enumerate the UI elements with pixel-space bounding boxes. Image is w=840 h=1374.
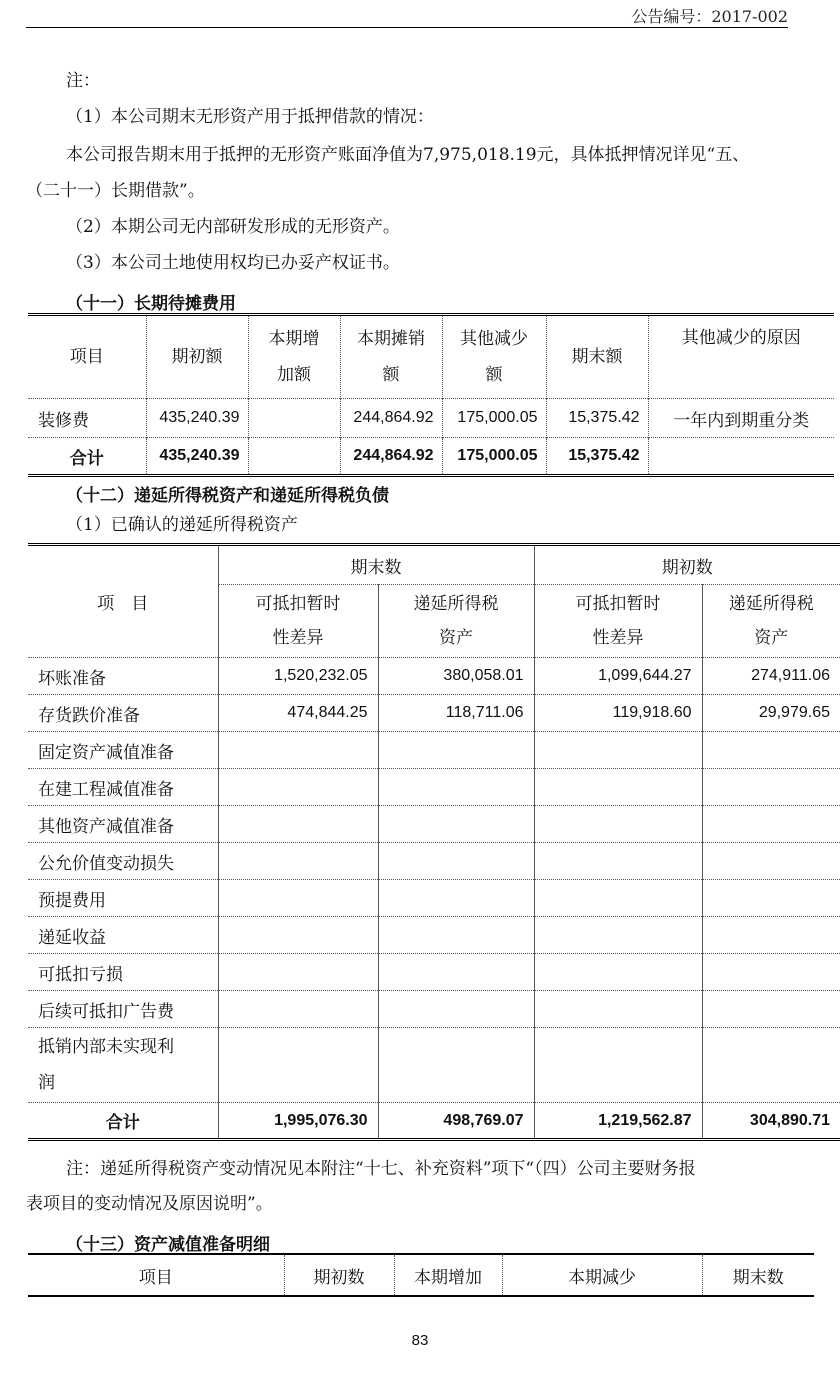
col-header-closing-temp-diff [218,585,378,658]
table-row [28,769,840,806]
total-opening: 435,240.39 [146,438,248,476]
col-header-increase: 本期增加 [394,1254,502,1296]
table-header-row [28,545,840,585]
row-opening-temp-diff [534,917,702,954]
row-closing-dta [378,880,534,917]
row-amortize: 244,864.92 [340,399,442,438]
row-closing-dta [378,917,534,954]
note-label: 注： [66,71,100,91]
total-closing-temp-diff: 1,995,076.30 [218,1103,378,1140]
col-header-opening-temp-diff [534,585,702,658]
total-other-decrease: 175,000.05 [442,438,546,476]
row-item: 公允价值变动损失 [38,853,174,874]
row-item: 预提费用 [38,890,106,911]
col-header-item: 项目 [69,347,104,367]
row-closing-temp-diff [218,917,378,954]
row-closing-temp-diff: 1,520,232.05 [218,658,378,695]
row-item-line2: 润 [38,1073,55,1093]
row-closing-temp-diff [218,769,378,806]
table-row [28,695,840,732]
row-closing-temp-diff [218,991,378,1028]
row-opening-temp-diff [534,732,702,769]
table-total-row [28,438,834,476]
row-closing-temp-diff [218,1028,378,1103]
row-opening-temp-diff [534,991,702,1028]
table-row [28,991,840,1028]
table-row [28,658,840,695]
opening-temp-diff-line1: 可抵扣暂时 [575,594,661,614]
row-opening: 435,240.39 [146,399,248,438]
row-item: 可抵扣亏损 [38,964,123,985]
row-closing-dta [378,991,534,1028]
table-row [28,880,840,917]
section-12-note-line2: 表项目的变动情况及原因说明”。 [26,1194,273,1214]
row-item: 递延收益 [38,927,106,948]
total-closing-dta: 498,769.07 [378,1103,534,1140]
col-header-item: 项 目 [97,594,149,614]
col-header-amortize-line2: 额 [382,365,400,385]
row-closing-dta: 118,711.06 [378,695,534,732]
table-row [28,917,840,954]
row-opening-dta [702,843,840,880]
row-item: 在建工程减值准备 [38,779,174,800]
opening-temp-diff-line2: 性差异 [592,628,644,648]
note-item-1-detail-line1: 本公司报告期末用于抵押的无形资产账面净值为7,975,018.19元，具体抵押情况详见“五、 [66,145,750,165]
table-total-row [28,1103,840,1140]
row-reason: 一年内到期重分类 [648,399,834,438]
total-opening-temp-diff: 1,219,562.87 [534,1103,702,1140]
col-header-closing-dta [378,585,534,658]
row-opening-dta [702,991,840,1028]
note-item-3: （3）本公司土地使用权均已办妥产权证书。 [66,253,400,273]
long-term-prepaid-expenses-table [28,313,834,477]
col-group-opening: 期初数 [534,545,840,585]
header-rule [26,27,788,28]
row-opening-dta: 274,911.06 [702,658,840,695]
note-item-1: （1）本公司期末无形资产用于抵押借款的情况： [66,107,434,127]
row-other-decrease: 175,000.05 [442,399,546,438]
row-closing-temp-diff [218,806,378,843]
deferred-tax-assets-table [28,543,840,1141]
total-increase [248,438,340,476]
row-opening-temp-diff [534,880,702,917]
col-header-amortize-line1: 本期摊销 [357,329,425,349]
row-closing-dta [378,769,534,806]
row-opening-temp-diff [534,1028,702,1103]
row-opening-dta [702,769,840,806]
table-row [28,1028,840,1103]
row-opening-dta [702,880,840,917]
row-closing-dta [378,1028,534,1103]
row-closing-temp-diff [218,954,378,991]
table-header-row [28,315,834,399]
section-12-note-line1: 注：递延所得税资产变动情况见本附注“十七、补充资料”项下“（四）公司主要财务报 [66,1159,696,1179]
col-header-increase-line2: 加额 [277,365,311,385]
col-header-increase [248,315,340,399]
row-closing-temp-diff [218,732,378,769]
row-opening-dta [702,732,840,769]
col-group-closing: 期末数 [218,545,534,585]
section-11-title: （十一）长期待摊费用 [66,294,236,314]
section-13-title: （十三）资产减值准备明细 [66,1235,270,1255]
row-item: 后续可抵扣广告费 [38,1001,174,1022]
opening-dta-line2: 资产 [754,628,789,648]
section-12-subtitle: （1）已确认的递延所得税资产 [66,515,298,535]
row-increase [248,399,340,438]
note-item-1-detail-line2: （二十一）长期借款”。 [26,181,205,201]
closing-temp-diff-line2: 性差异 [272,628,324,648]
row-opening-temp-diff [534,843,702,880]
row-opening-temp-diff: 119,918.60 [534,695,702,732]
row-item [28,1028,218,1103]
closing-dta-line2: 资产 [439,628,473,648]
col-header-reason: 其他减少的原因 [648,315,834,399]
row-item: 固定资产减值准备 [38,742,174,763]
col-header-other-decrease [442,315,546,399]
col-header-closing: 期末数 [702,1254,814,1296]
row-closing-dta: 380,058.01 [378,658,534,695]
table-row [28,806,840,843]
table-row [28,954,840,991]
col-header-opening: 期初数 [284,1254,394,1296]
row-opening-temp-diff [534,806,702,843]
total-closing: 15,375.42 [546,438,648,476]
row-opening-dta [702,917,840,954]
col-header-other-line1: 其他减少 [460,329,528,349]
row-opening-dta [702,954,840,991]
row-item: 其他资产减值准备 [38,816,174,837]
note-item-2: （2）本期公司无内部研发形成的无形资产。 [66,217,400,237]
row-closing-temp-diff [218,843,378,880]
row-opening-dta: 29,979.65 [702,695,840,732]
row-closing-dta [378,954,534,991]
total-opening-dta: 304,890.71 [702,1103,840,1140]
total-label: 合计 [105,1113,140,1133]
total-label: 合计 [69,448,104,469]
col-header-opening-dta [702,585,840,658]
row-opening-dta [702,806,840,843]
row-item: 存货跌价准备 [38,705,140,726]
col-header-decrease: 本期减少 [502,1254,702,1296]
row-closing-temp-diff: 474,844.25 [218,695,378,732]
total-reason [648,438,834,476]
closing-dta-line1: 递延所得税 [413,594,499,614]
table-header-row [28,1254,814,1296]
col-header-increase-line1: 本期增 [268,329,320,349]
table-row [28,399,834,438]
impairment-provision-table [28,1253,814,1297]
col-header-closing: 期末额 [546,315,648,399]
col-header-item: 项目 [138,1267,173,1288]
announcement-number: 公告编号：2017-002 [631,7,788,26]
row-closing-temp-diff [218,880,378,917]
col-header-amortize [340,315,442,399]
row-item-line1: 抵销内部未实现利 [38,1037,174,1057]
row-item: 装修费 [38,410,89,431]
row-opening-temp-diff [534,954,702,991]
row-opening-dta [702,1028,840,1103]
row-item: 坏账准备 [38,668,106,689]
table-row [28,843,840,880]
row-closing-dta [378,732,534,769]
col-header-opening: 期初额 [146,315,248,399]
row-closing-dta [378,806,534,843]
total-amortize: 244,864.92 [340,438,442,476]
closing-temp-diff-line1: 可抵扣暂时 [255,594,341,614]
row-closing-dta [378,843,534,880]
row-opening-temp-diff: 1,099,644.27 [534,658,702,695]
row-opening-temp-diff [534,769,702,806]
opening-dta-line1: 递延所得税 [728,594,814,614]
table-row [28,732,840,769]
row-closing: 15,375.42 [546,399,648,438]
section-12-title: （十二）递延所得税资产和递延所得税负债 [66,486,389,506]
col-header-other-line2: 额 [485,365,503,385]
page-number: 83 [411,1332,429,1349]
